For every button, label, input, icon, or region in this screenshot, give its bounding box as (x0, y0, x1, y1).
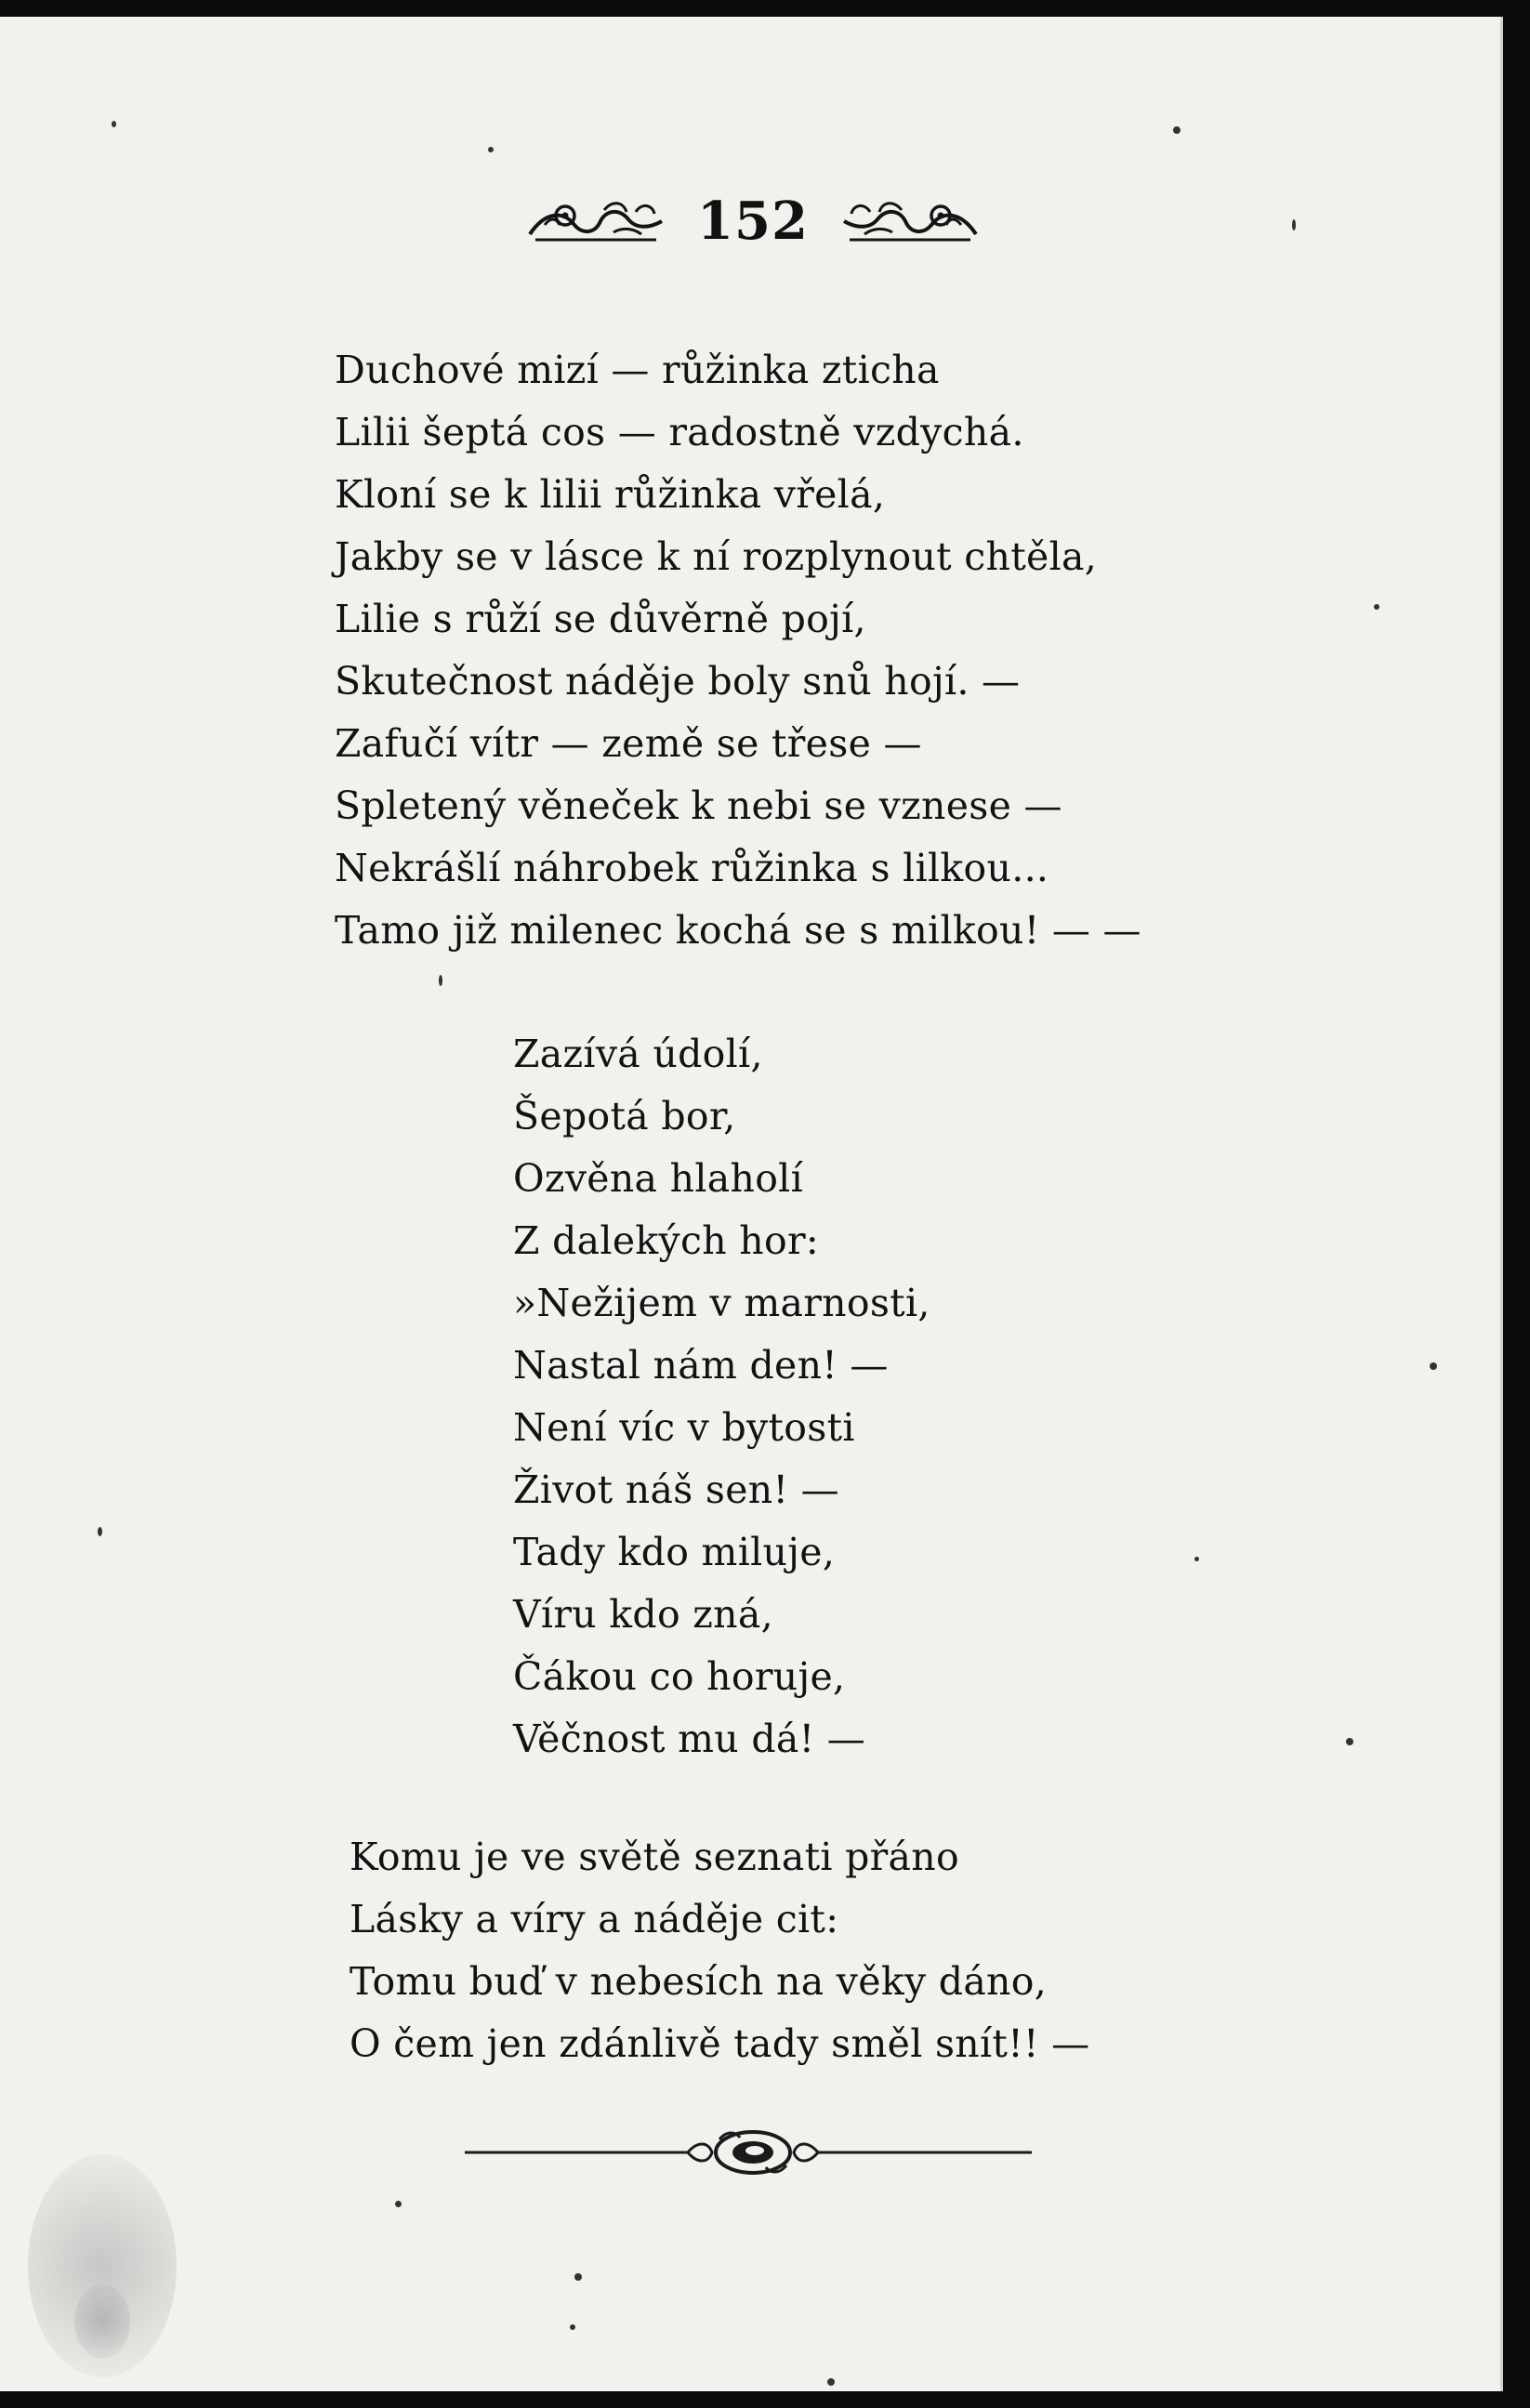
scan-speck (112, 121, 116, 127)
scan-speck (827, 2378, 835, 2386)
verse-line: Nekrášlí náhrobek růžinka s lilkou... (335, 846, 1049, 890)
verse-line: Čákou co horuje, (513, 1654, 846, 1699)
verse-line: Víru kdo zná, (513, 1592, 773, 1637)
scan-speck (439, 975, 442, 986)
verse-line: Komu je ve světě seznati přáno (350, 1835, 959, 1879)
verse-line: Spletený věneček k nebi se vznese — (335, 783, 1062, 828)
book-page (0, 17, 1503, 2391)
verse-line: Věčnost mu dá! — (513, 1717, 866, 1761)
scan-speck (1374, 604, 1379, 610)
verse-line: Tamo již milenec kochá se s milkou! — — (335, 908, 1141, 953)
page-header (521, 179, 985, 263)
verse-line: Z dalekých hor: (513, 1218, 819, 1263)
verse-line: Život náš sen! — (513, 1467, 839, 1512)
verse-line: Lilii šeptá cos — radostně vzdychá. (335, 410, 1024, 454)
verse-line: »Nežijem v marnosti, (513, 1281, 930, 1325)
verse-line: Zazívá údolí, (513, 1032, 763, 1076)
verse-line: Šepotá bor, (513, 1094, 736, 1138)
verse-line: Skutečnost náděje boly snů hojí. — (335, 659, 1021, 704)
page-number: 152 (697, 191, 809, 252)
scan-speck (1194, 1557, 1199, 1561)
scan-speck (1430, 1362, 1437, 1370)
floral-ornament-right-icon (840, 193, 980, 249)
stanza-3 (350, 1826, 1089, 2075)
verse-line: Tomu buď v nebesích na věky dáno, (350, 1959, 1048, 2004)
verse-line: Kloní se k lilii růžinka vřelá, (335, 472, 886, 517)
scan-speck (1346, 1738, 1353, 1745)
tailpiece-ornament-icon (465, 2125, 1041, 2184)
scan-speck (1173, 126, 1180, 134)
verse-line: Ozvěna hlaholí (513, 1156, 804, 1201)
verse-line: Není víc v bytosti (513, 1405, 855, 1450)
floral-ornament-left-icon (526, 193, 666, 249)
verse-line: Jakby se v lásce k ní rozplynout chtěla, (335, 534, 1098, 579)
scan-smudge (74, 2284, 130, 2359)
stanza-1 (335, 339, 1141, 962)
verse-line: Zafučí vítr — země se třese — (335, 721, 922, 766)
scan-speck (488, 147, 494, 152)
verse-line: Tady kdo miluje, (513, 1530, 836, 1574)
verse-line: Duchové mizí — růžinka zticha (335, 348, 940, 392)
scan-speck (570, 2324, 575, 2330)
verse-line: Lásky a víry a náděje cit: (350, 1897, 839, 1941)
scan-speck (574, 2273, 582, 2281)
scan-speck (98, 1527, 102, 1536)
verse-line: O čem jen zdánlivě tady směl snít!! — (350, 2021, 1090, 2066)
scan-speck (1292, 219, 1296, 230)
scan-speck (395, 2201, 402, 2207)
stanza-2 (513, 1023, 930, 1770)
verse-line: Nastal nám den! — (513, 1343, 889, 1388)
verse-line: Lilie s růží se důvěrně pojí, (335, 597, 866, 641)
